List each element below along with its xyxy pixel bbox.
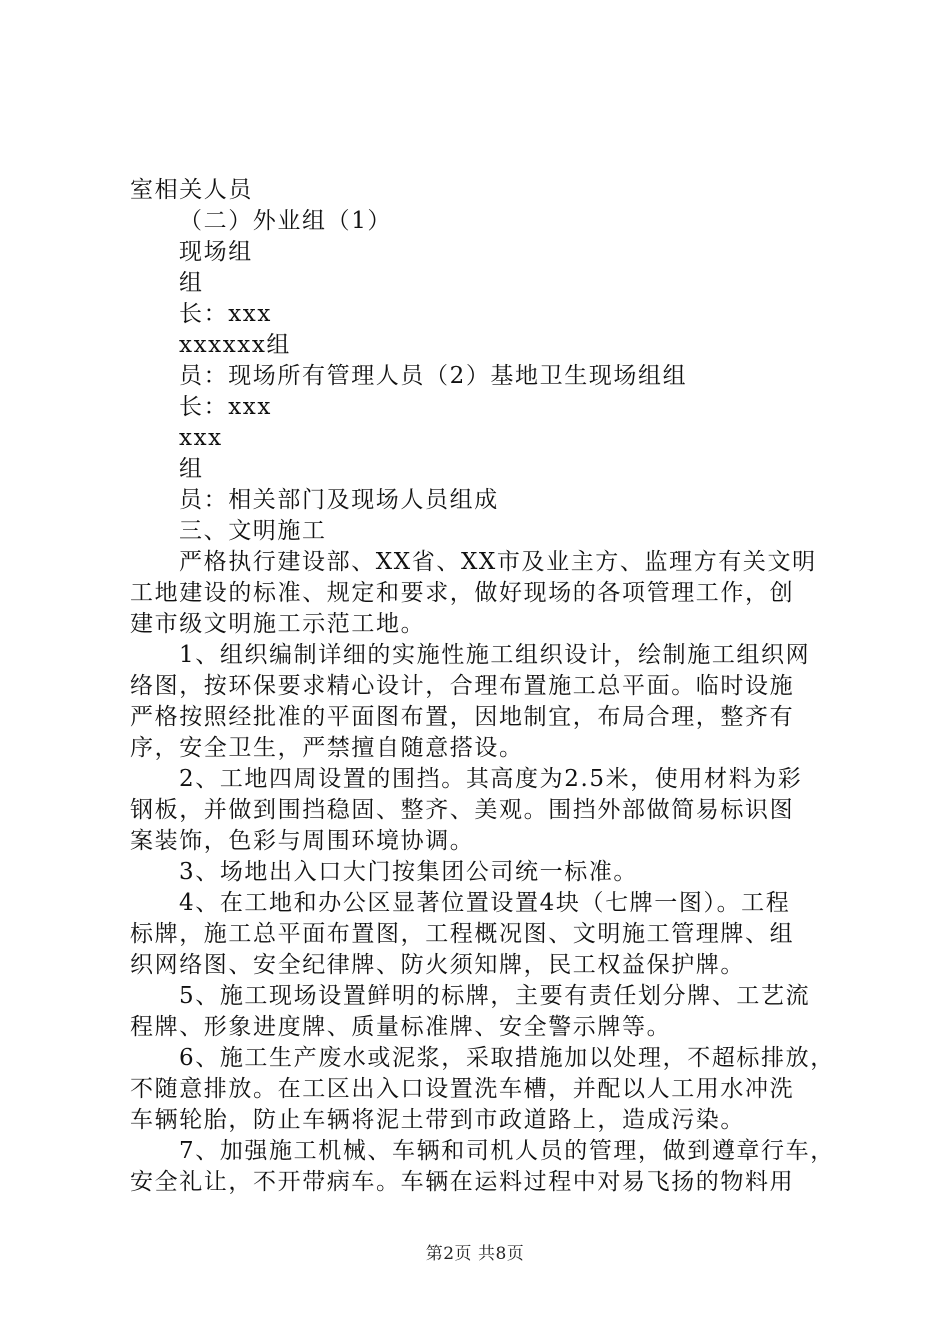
text-line: 6、施工生产废水或泥浆，采取措施加以处理，不超标排放，	[179, 1045, 835, 1071]
text-line: 标牌，施工总平面布置图，工程概况图、文明施工管理牌、组	[130, 921, 795, 947]
text-line: 车辆轮胎，防止车辆将泥土带到市政道路上，造成污染。	[130, 1107, 745, 1133]
text-line: 2、工地四周设置的围挡。其高度为2.5米，使用材料为彩	[179, 766, 803, 792]
text-line: 员：现场所有管理人员（2）基地卫生现场组组	[179, 363, 688, 389]
text-line: 案装饰，色彩与周围环境协调。	[130, 828, 475, 854]
text-line: 程牌、形象进度牌、质量标准牌、安全警示牌等。	[130, 1014, 672, 1040]
text-line: 络图，按环保要求精心设计，合理布置施工总平面。临时设施	[130, 673, 795, 699]
text-line: 7、加强施工机械、车辆和司机人员的管理，做到遵章行车，	[179, 1138, 835, 1164]
text-line: 5、施工现场设置鲜明的标牌，主要有责任划分牌、工艺流	[179, 983, 811, 1009]
text-line: 4、在工地和办公区显著位置设置4块（七牌一图）。工程	[179, 890, 791, 916]
text-line: 工地建设的标准、规定和要求，做好现场的各项管理工作，创	[130, 580, 795, 606]
text-line: （二）外业组（1）	[179, 208, 393, 234]
text-line: 长：xxx	[179, 394, 272, 420]
page-footer: 第2页 共8页	[425, 1244, 525, 1264]
text-line: 三、文明施工	[179, 518, 327, 544]
text-line: 长：xxx	[179, 301, 272, 327]
text-line: xxxxxx组	[179, 332, 292, 358]
text-line: 安全礼让，不开带病车。车辆在运料过程中对易飞扬的物料用	[130, 1169, 795, 1195]
text-line: 3、场地出入口大门按集团公司统一标准。	[179, 859, 639, 885]
text-line: 建市级文明施工示范工地。	[130, 611, 426, 637]
text-line: 组	[179, 270, 204, 296]
text-line: 序，安全卫生，严禁擅自随意搭设。	[130, 735, 524, 761]
body-text	[130, 175, 835, 1198]
text-line: 钢板，并做到围挡稳固、整齐、美观。围挡外部做简易标识图	[130, 797, 795, 823]
text-line: 严格执行建设部、XX省、XX市及业主方、监理方有关文明	[179, 549, 817, 575]
text-line: 严格按照经批准的平面图布置，因地制宜，布局合理，整齐有	[130, 704, 795, 730]
text-line: 室相关人员	[130, 177, 253, 203]
text-line: 不随意排放。在工区出入口设置洗车槽，并配以人工用水冲洗	[130, 1076, 795, 1102]
text-line: 员：相关部门及现场人员组成	[179, 487, 499, 513]
text-line: 1、组织编制详细的实施性施工组织设计，绘制施工组织网	[179, 642, 811, 668]
text-line: 组	[179, 456, 204, 482]
text-line: 织网络图、安全纪律牌、防火须知牌，民工权益保护牌。	[130, 952, 745, 978]
text-line: xxx	[179, 425, 223, 451]
text-line: 现场组	[179, 239, 253, 265]
